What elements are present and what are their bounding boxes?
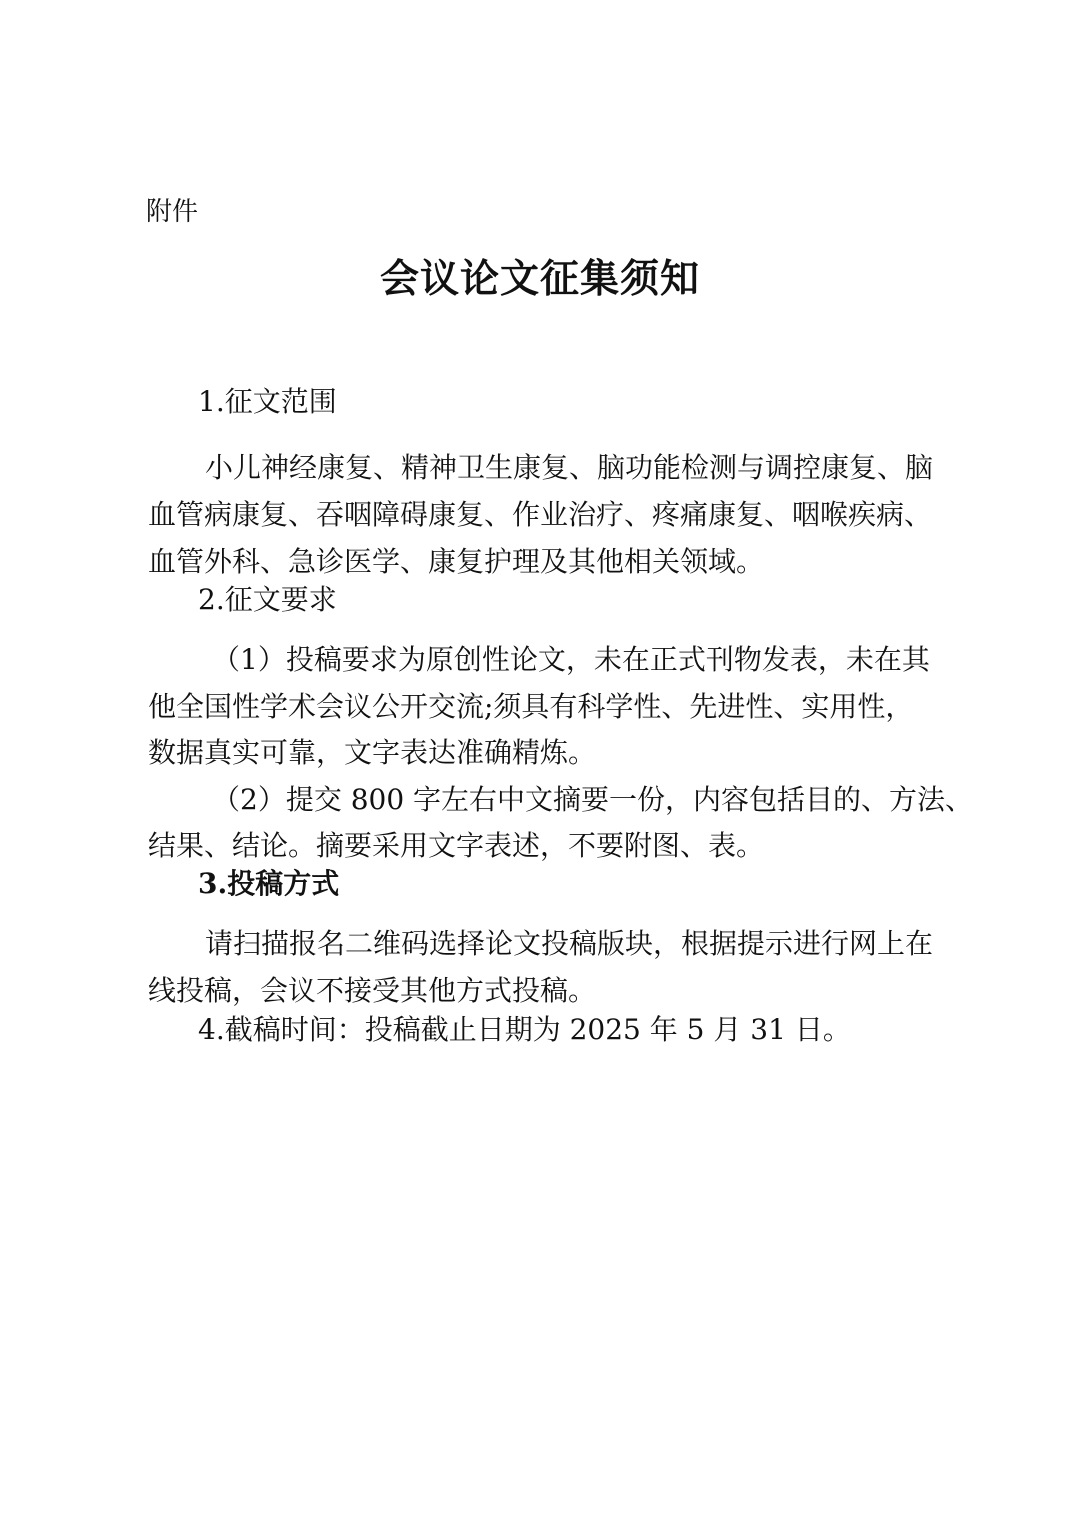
document-title: 会议论文征集须知 bbox=[379, 257, 700, 302]
paragraph-line: 血管病康复、吞咽障碍康复、作业治疗、疼痛康复、咽喉疾病、 bbox=[148, 498, 933, 531]
section-heading-scope: 1.征文范围 bbox=[198, 385, 337, 418]
paragraph-line: （2）提交 800 字左右中文摘要一份，内容包括目的、方法、 bbox=[212, 783, 974, 816]
paragraph-line: 血管外科、急诊医学、康复护理及其他相关领域。 bbox=[148, 545, 765, 578]
section-heading-deadline: 4.截稿时间：投稿截止日期为 2025 年 5 月 31 日。 bbox=[198, 1013, 851, 1046]
section-heading-requirements: 2.征文要求 bbox=[198, 583, 337, 616]
section-heading-submission: 3.投稿方式 bbox=[198, 867, 340, 900]
paragraph-line: 结果、结论。摘要采用文字表述，不要附图、表。 bbox=[148, 829, 765, 862]
attachment-label: 附件 bbox=[146, 197, 199, 227]
paragraph-line: （1）投稿要求为原创性论文，未在正式刊物发表，未在其 bbox=[212, 643, 930, 676]
paragraph-line: 线投稿，会议不接受其他方式投稿。 bbox=[148, 974, 597, 1007]
paragraph-line: 数据真实可靠，文字表达准确精炼。 bbox=[148, 736, 597, 769]
paragraph-line: 请扫描报名二维码选择论文投稿版块，根据提示进行网上在 bbox=[205, 927, 934, 960]
paragraph-line: 小儿神经康复、精神卫生康复、脑功能检测与调控康复、脑 bbox=[205, 451, 934, 484]
paragraph-line: 他全国性学术会议公开交流;须具有科学性、先进性、实用性， bbox=[148, 690, 914, 723]
